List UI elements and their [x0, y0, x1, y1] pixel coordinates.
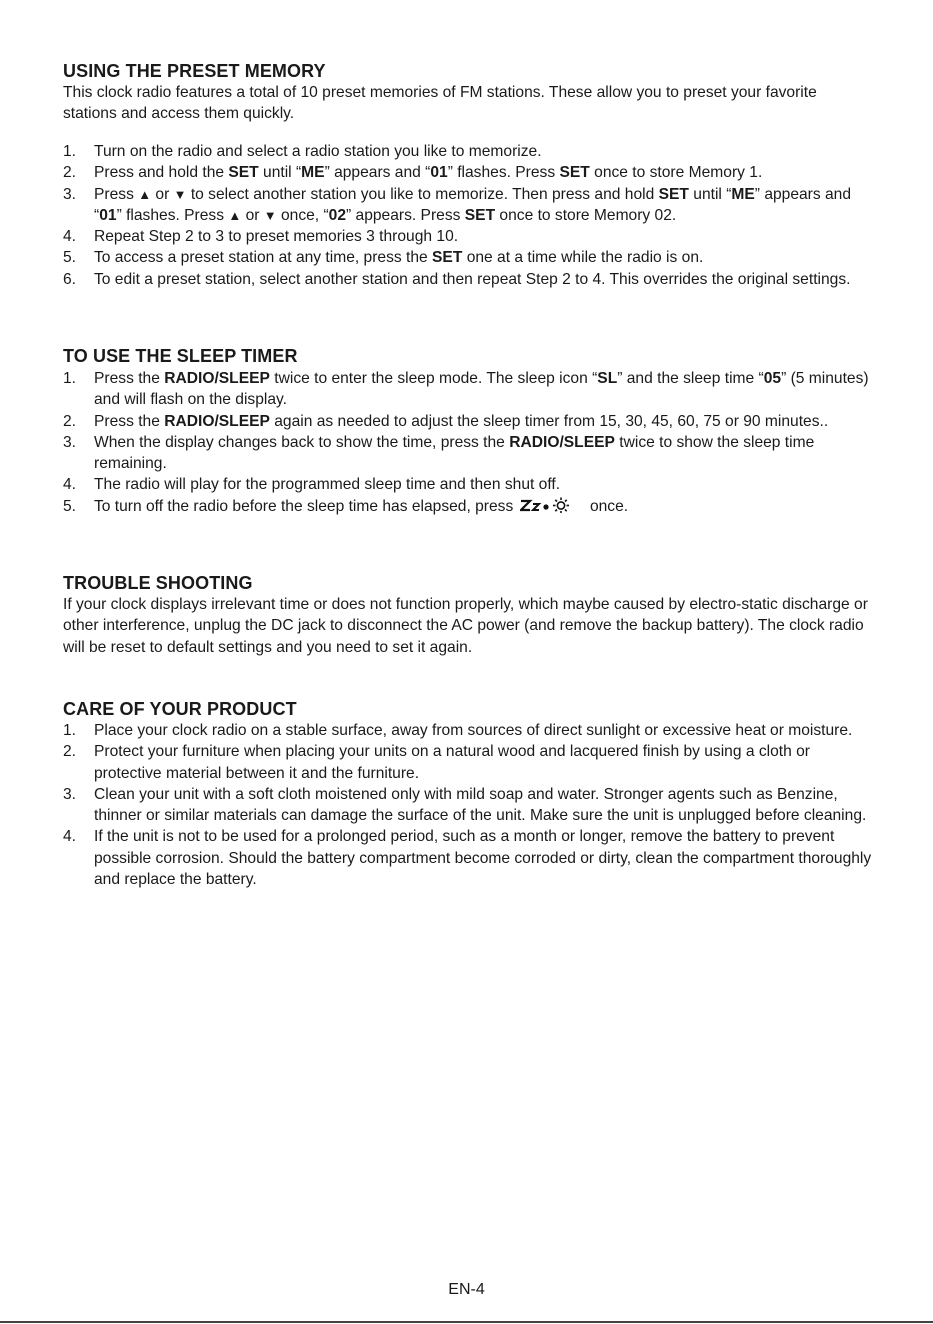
step-text: To access a preset station at any time, press the SET one at a time while the radio is on.: [94, 249, 704, 267]
step-number: 2.: [63, 164, 77, 182]
list-item: [63, 784, 873, 827]
trouble-text: If your clock displays irrelevant time or does not function properly, which maybe caused by electro-static discharge or other interference, unplug the DC jack to disconnect the AC power (and remove the backup battery). The clock radio will be reset to default settings and you need to set it again.: [63, 596, 868, 656]
section-title-trouble-shooting: TROUBLE SHOOTING: [63, 573, 253, 593]
step-number: 4.: [63, 228, 77, 246]
list-item: [63, 162, 873, 183]
step-text: Repeat Step 2 to 3 to preset memories 3 through 10.: [94, 228, 459, 246]
step-text: Press ▲ or ▼ to select another station you like to memorize. Then press and hold SET until “ME” appears and “01” flashes. Press ▲ or ▼ once, “02” appears. Press SET once to store Memory 02.: [94, 185, 852, 224]
list-item: [63, 247, 873, 268]
up-arrow-icon: ▲: [228, 207, 242, 223]
list-item: [63, 826, 873, 890]
step-number: 5.: [63, 497, 77, 515]
list-item: [63, 269, 873, 290]
list-item: [63, 432, 873, 475]
sleep-steps: [63, 368, 873, 519]
zz-dot-light-icon: [520, 497, 586, 519]
list-item: [63, 184, 873, 227]
list-item: [63, 496, 873, 519]
step-number: 3.: [63, 785, 77, 803]
step-number: 1.: [63, 370, 77, 387]
list-item: [63, 226, 873, 247]
step-text: If the unit is not to be used for a prolonged period, such as a month or longer, remove the battery to prevent possible corrosion. Should the battery compartment become corroded or dirty, clean the compartment thoroughly and replace the battery.: [94, 828, 872, 889]
section-title-care: CARE OF YOUR PRODUCT: [63, 699, 297, 719]
step-number: 1.: [63, 143, 77, 160]
step-text: Press the RADIO/SLEEP twice to enter the sleep mode. The sleep icon “SL” and the sleep time “05” (5 minutes) and will flash on the display.: [94, 370, 869, 409]
page-number: EN-4: [448, 1281, 485, 1298]
step-text: To edit a preset station, select another station and then repeat Step 2 to 4. This overrides the original settings.: [94, 270, 851, 288]
step-number: 4.: [63, 828, 77, 846]
step-text: Press the RADIO/SLEEP again as needed to adjust the sleep timer from 15, 30, 45, 60, 75 or 90 minutes..: [94, 412, 829, 430]
step-number: 3.: [63, 433, 77, 451]
step-text: The radio will play for the programmed sleep time and then shut off.: [94, 476, 561, 494]
step-number: 1.: [63, 722, 77, 739]
down-arrow-icon: ▼: [263, 207, 277, 223]
step-number: 2.: [63, 743, 77, 761]
step-number: 3.: [63, 185, 77, 203]
preset-steps: [63, 141, 873, 290]
step-number: 2.: [63, 412, 77, 430]
step-text: Press and hold the SET until “ME” appears and “01” flashes. Press SET once to store Memory 1.: [94, 164, 763, 182]
step-text: To turn off the radio before the sleep time has elapsed, press once.: [94, 498, 628, 515]
section-title-sleep-timer: TO USE THE SLEEP TIMER: [63, 346, 298, 366]
step-text: Turn on the radio and select a radio station you like to memorize.: [94, 143, 542, 160]
step-text: When the display changes back to show the time, press the RADIO/SLEEP twice to show the sleep time remaining.: [94, 433, 815, 473]
down-arrow-icon: ▼: [173, 186, 187, 202]
list-item: [63, 720, 873, 741]
step-number: 5.: [63, 249, 77, 267]
step-text: Protect your furniture when placing your units on a natural wood and lacquered finish by using a cloth or protective material between it and the furniture.: [94, 743, 811, 782]
list-item: [63, 474, 873, 495]
step-text: Place your clock radio on a stable surface, away from sources of direct sunlight or excessive heat or moisture.: [94, 722, 853, 739]
step-number: 4.: [63, 476, 77, 494]
section-title-preset-memory: USING THE PRESET MEMORY: [63, 61, 326, 81]
list-item: [63, 141, 873, 162]
list-item: [63, 411, 873, 432]
list-item: [63, 741, 873, 784]
step-number: 6.: [63, 270, 77, 288]
preset-intro: This clock radio features a total of 10 preset memories of FM stations. These allow you to preset your favorite stations and access them quickly.: [63, 84, 817, 123]
bottom-divider: [0, 1321, 933, 1323]
care-steps: [63, 720, 873, 890]
up-arrow-icon: ▲: [138, 186, 152, 202]
list-item: [63, 368, 873, 411]
step-text: Clean your unit with a soft cloth moistened only with mild soap and water. Stronger agents such as Benzine, thinner or similar materials can damage the surface of the unit. Make sure the unit is unplugged before cleaning.: [94, 785, 867, 825]
